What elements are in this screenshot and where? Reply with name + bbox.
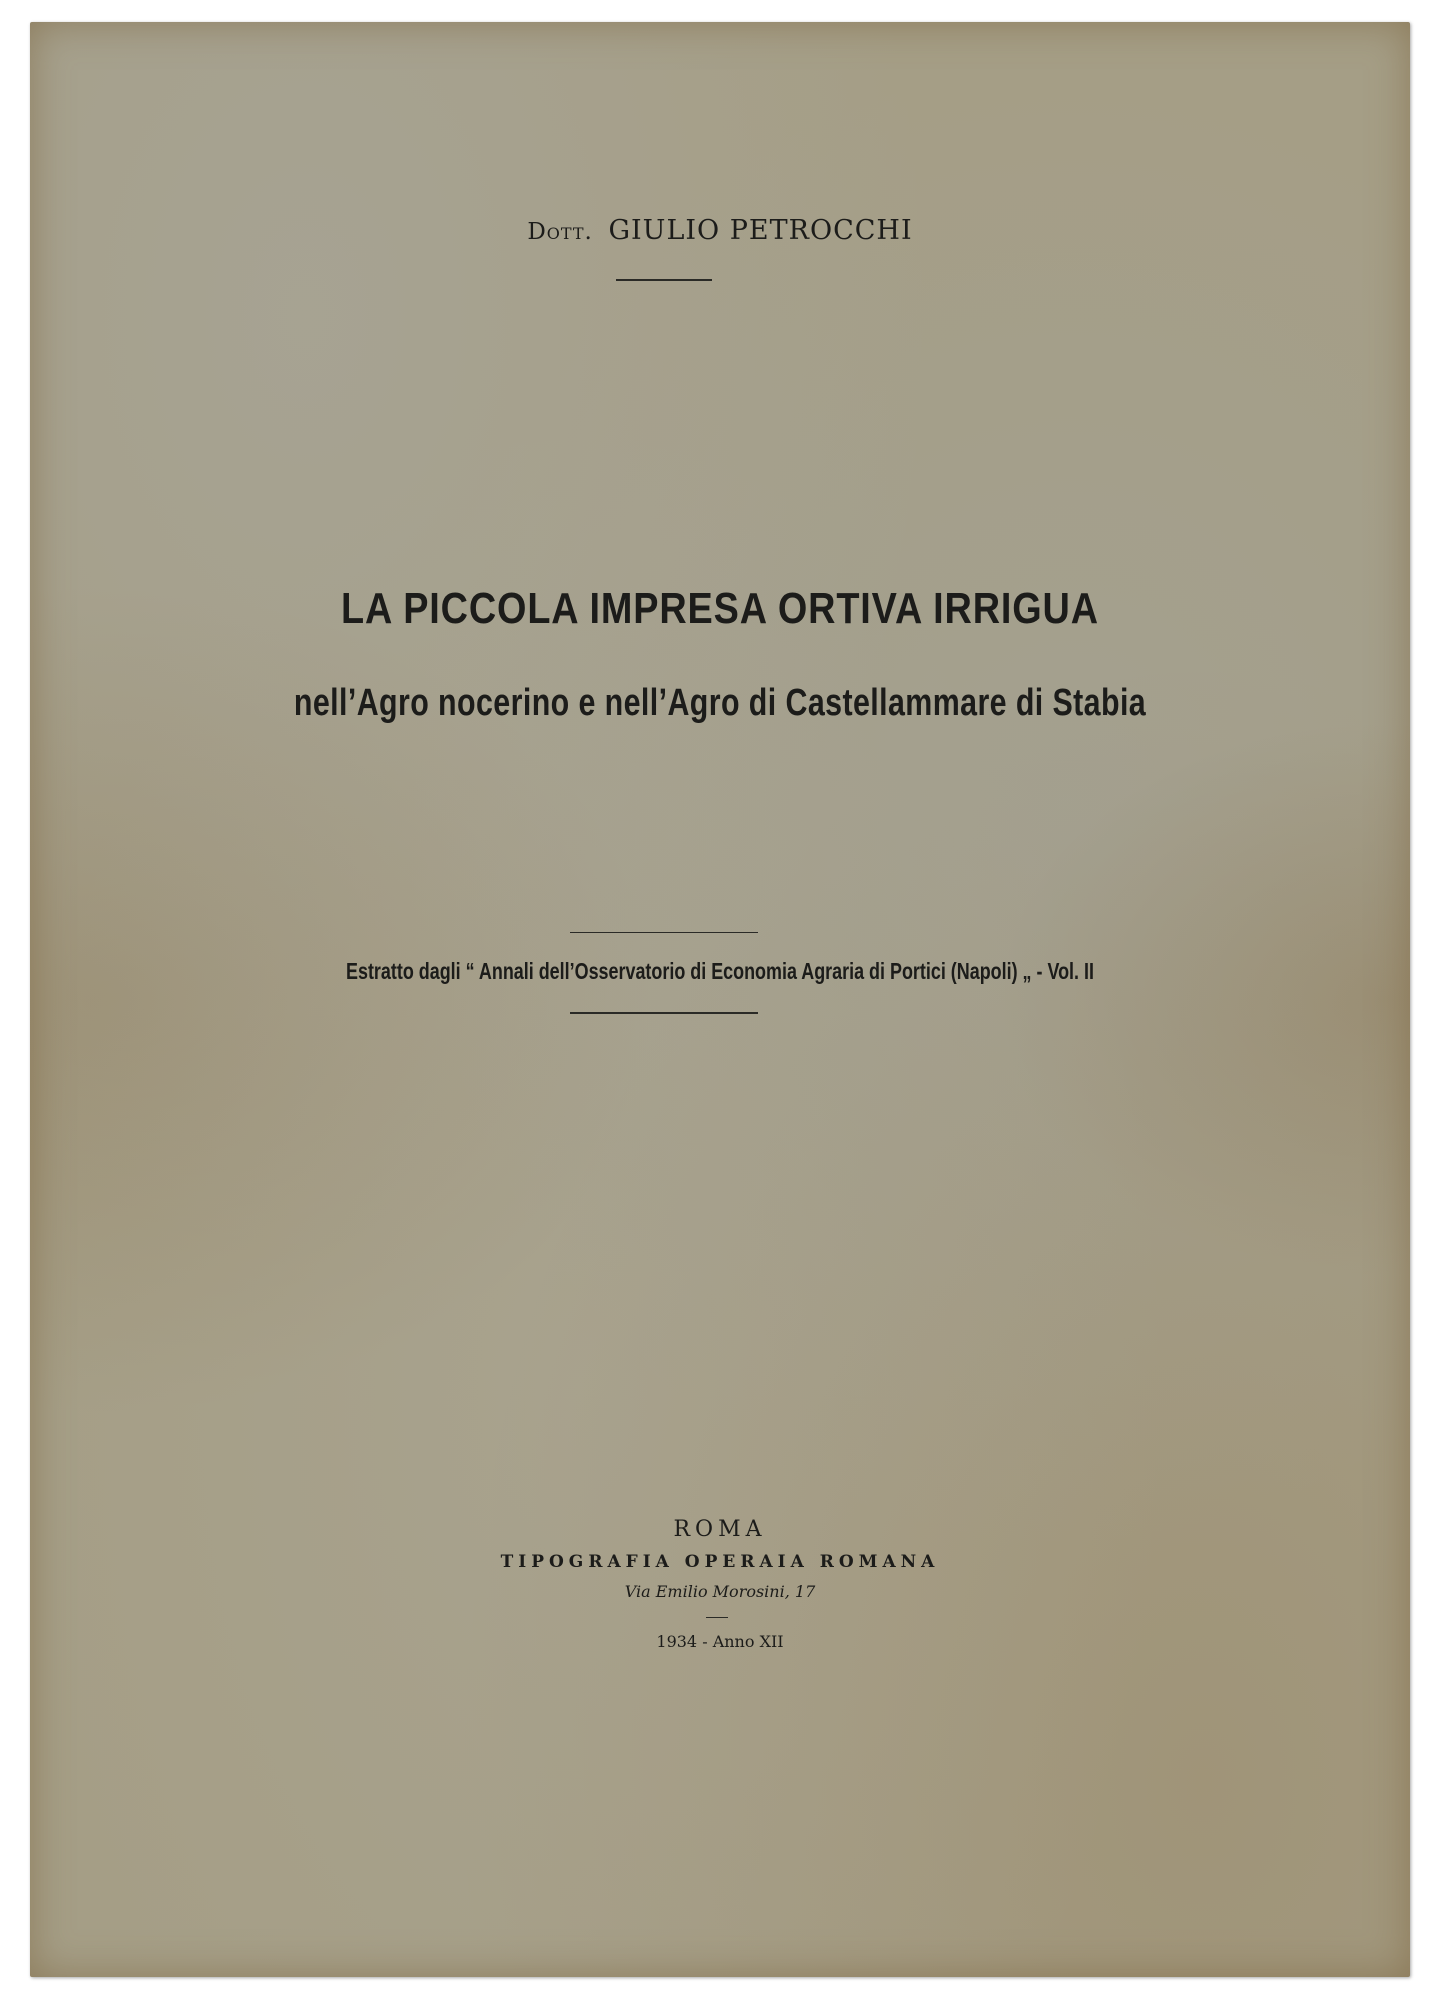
imprint-date: 1934 - Anno XII (656, 1632, 784, 1651)
author-name: GIULIO PETROCCHI (608, 215, 913, 246)
cover-title: LA PICCOLA IMPRESA ORTIVA IRRIGUA (341, 584, 1099, 633)
author-prefix: Dott. (527, 219, 593, 245)
extract-top-divider (570, 932, 758, 933)
book-cover (30, 22, 1410, 1977)
imprint-printer: TIPOGRAFIA OPERAIA ROMANA (500, 1552, 940, 1572)
extract-bottom-divider (570, 1012, 758, 1014)
author-divider (616, 279, 712, 281)
extract-note: Estratto dagli “ Annali dell’Osservatorio di Economia Agraria di Portici (Napoli) „ - Vol. II (346, 958, 1094, 984)
cover-subtitle: nell’Agro nocerino e nell’Agro di Castellammare di Stabia (293, 682, 1147, 724)
author-line (30, 215, 1410, 246)
imprint-divider (706, 1617, 728, 1618)
imprint-city: ROMA (673, 1517, 767, 1542)
imprint-address: Via Emilio Morosini, 17 (624, 1582, 816, 1601)
